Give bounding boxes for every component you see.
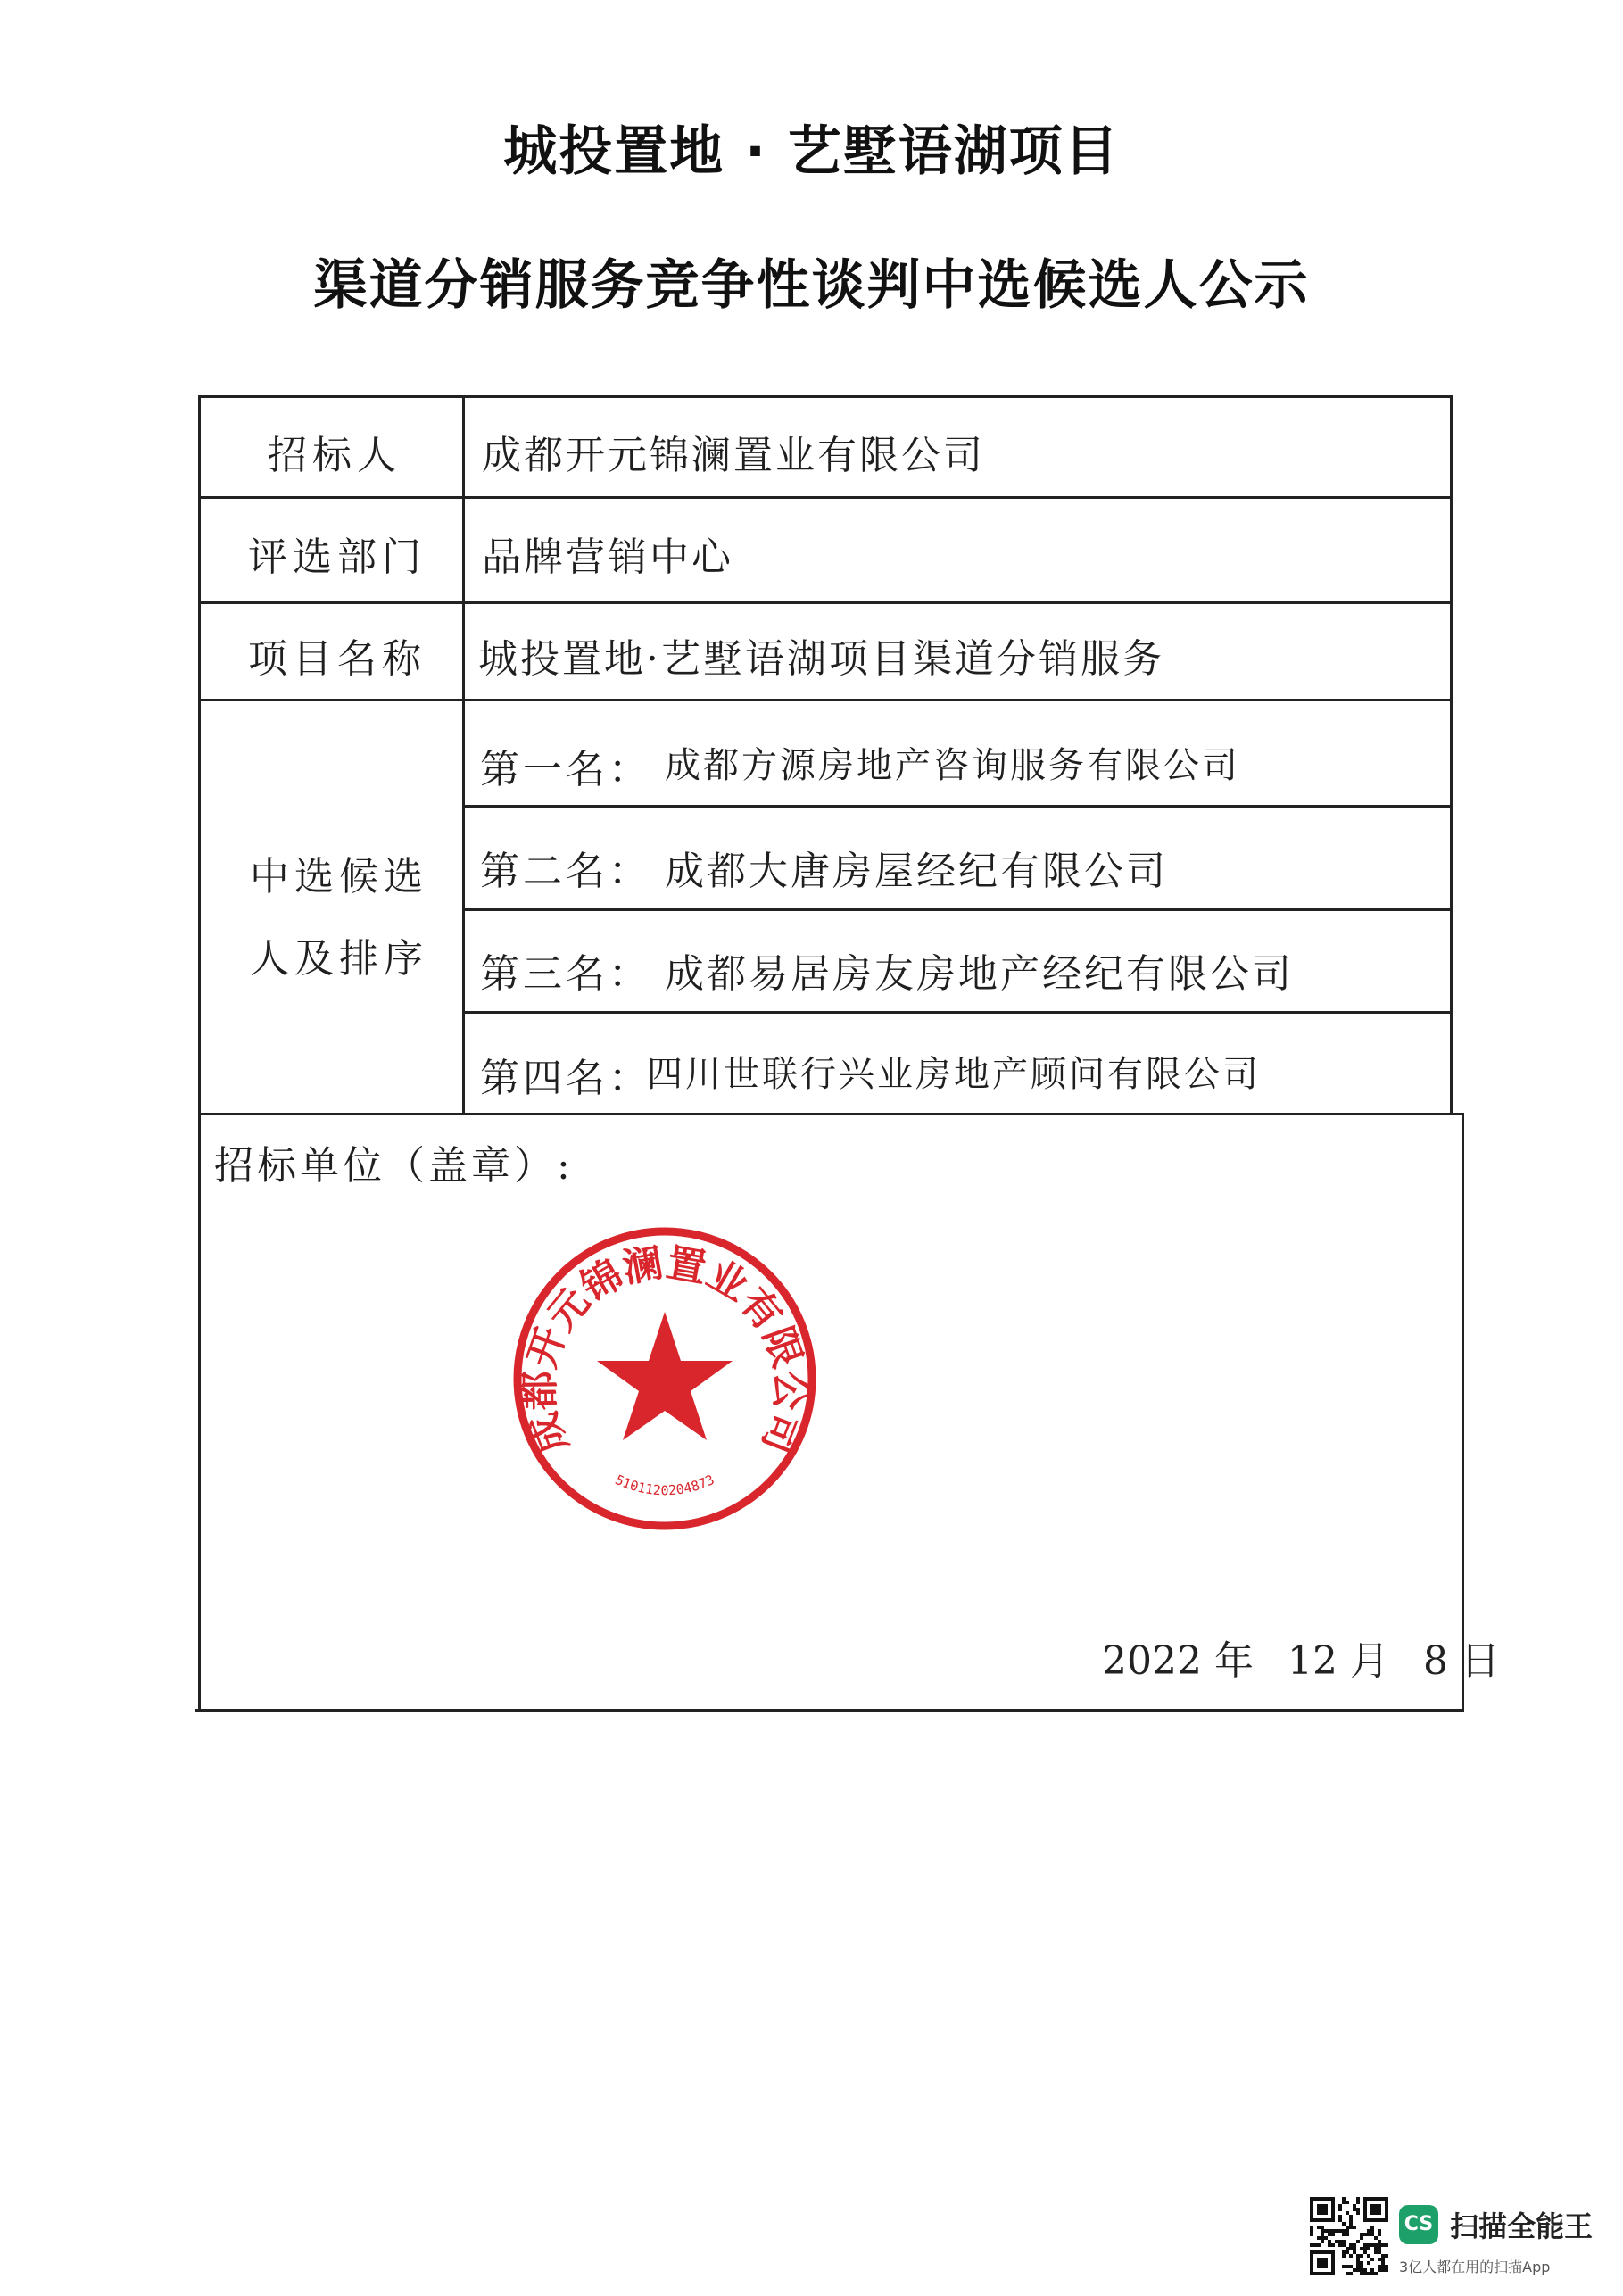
row-divider-4 — [198, 1113, 1464, 1115]
candidate-divider-3 — [462, 1011, 1453, 1014]
date-year: 2022 — [1102, 1638, 1202, 1684]
date-year-unit: 年 — [1213, 1638, 1254, 1684]
date-day: 8 — [1422, 1638, 1448, 1684]
label-department: 评选部门 — [248, 535, 426, 580]
column-divider — [462, 395, 465, 1114]
seal-star-icon — [597, 1312, 733, 1440]
row-divider-1 — [198, 496, 1453, 499]
seal-svg — [504, 1218, 825, 1539]
label-candidates-line2: 人及排序 — [250, 936, 428, 982]
table-border-left — [198, 395, 201, 1712]
brand-badge: CS — [1399, 2205, 1438, 2244]
brand-name: 扫描全能王 — [1450, 2209, 1594, 2243]
date-month-unit: 月 — [1349, 1638, 1389, 1684]
brand-tagline: 3亿人都在用的扫描App — [1399, 2259, 1551, 2275]
table-border-bottom — [195, 1709, 1464, 1712]
candidate-rank-4: 第四名： — [480, 1056, 651, 1101]
label-project-name: 项目名称 — [248, 636, 426, 682]
candidate-name-2: 成都大唐房屋经纪有限公司 — [665, 849, 1168, 894]
seal-company-text: 成都开元锦澜置业有限公司 — [517, 1239, 813, 1460]
seal-label: 招标单位（盖章）: — [214, 1143, 574, 1189]
table-border-top — [198, 395, 1453, 398]
label-tenderer: 招标人 — [268, 433, 402, 478]
seal-code-text: 5101120204873 — [612, 1471, 717, 1499]
scanner-brand — [1399, 2204, 1593, 2245]
qr-code-icon — [1310, 2197, 1388, 2275]
document-title-line1: 城投置地 · 艺墅语湖项目 — [503, 120, 1120, 183]
company-seal — [504, 1218, 825, 1539]
candidate-divider-1 — [462, 805, 1453, 808]
value-project-name: 城投置地·艺墅语湖项目渠道分销服务 — [478, 636, 1164, 682]
table-border-right-upper — [1450, 395, 1453, 1114]
candidate-divider-2 — [462, 908, 1453, 911]
candidate-name-4: 四川世联行兴业房地产顾问有限公司 — [647, 1054, 1261, 1095]
label-candidates-line1: 中选候选 — [250, 854, 428, 899]
candidate-rank-3: 第三名： — [480, 951, 651, 997]
date-day-unit: 日 — [1460, 1638, 1500, 1684]
signing-date — [1102, 1629, 1512, 1686]
date-month: 12 — [1287, 1638, 1337, 1684]
candidate-name-1: 成都方源房地产咨询服务有限公司 — [665, 745, 1240, 786]
candidate-name-3: 成都易居房友房地产经纪有限公司 — [665, 951, 1294, 997]
row-divider-3 — [198, 699, 1453, 701]
row-divider-2 — [198, 601, 1453, 604]
candidate-rank-1: 第一名： — [480, 747, 651, 792]
value-department: 品牌营销中心 — [482, 535, 733, 580]
value-tenderer: 成都开元锦澜置业有限公司 — [482, 433, 985, 478]
candidate-rank-2: 第二名： — [480, 849, 651, 894]
document-title-line2: 渠道分销服务竞争性谈判中选候选人公示 — [313, 254, 1310, 317]
table-border-right-lower — [1462, 1114, 1464, 1712]
